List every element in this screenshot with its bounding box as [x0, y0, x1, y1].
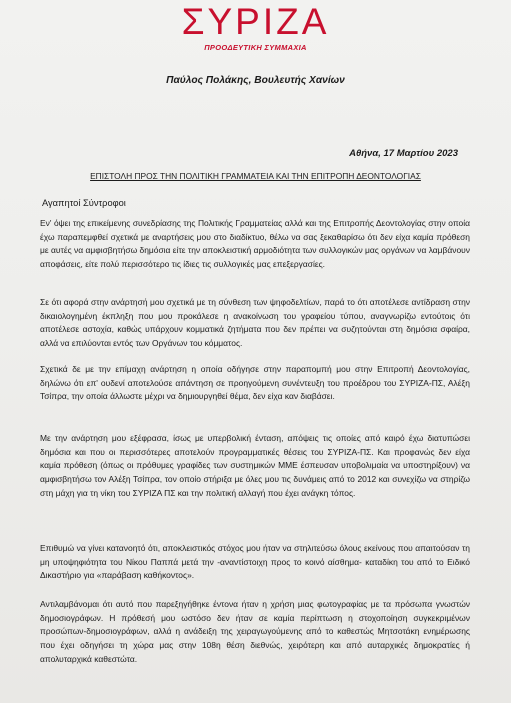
paragraph-1: Εν' όψει της επικείμενης συνεδρίασης της Πολιτικής Γραμματείας αλλά και της Επιτροπής Δεοντολογίας στην οποία έχω παραπεμφθεί σχετικά με αναρτήσεις μου στο διαδίκτυο, θέλω να σας ξεκαθαρίσω ότι δεν είχα καμία πρόθεση με αυτές να αμφισβητήσω δημόσια είτε την αποκλειστική αρμοδιότητα των συλλογικών μας οργάνων να λαμβάνουν αποφάσεις, είτε πολύ περισσότερο τις ίδιες τις συλλογικές μας επεξεργασίες. [40, 218, 470, 270]
paragraph-4: Με την ανάρτηση μου εξέφρασα, ίσως με υπερβολική ένταση, απόψεις τις οποίες από καιρό έχω διατυπώσει δημόσια και που οι περισσότερες αποτελούν προγραμματικές θέσεις του ΣΥΡΙΖΑ-ΠΣ. Και προφανώς δεν είχα καμία πρόθεση (όπως οι πρόθυμες γραφίδες των συστημικών ΜΜΕ έσπευσαν υποβολιμαία να υποστηρίξουν) να αμφισβητήσω τον Αλέξη Τσίπρα, τον οποίο στήριξα με όλες μου τις δυνάμεις από το 2012 και συνεχίζω να στηρίζω στη μάχη για τη νίκη του ΣΥΡΙΖΑ ΠΣ και την πολιτική αλλαγή που έχει ανάγκη τόπος. [40, 433, 470, 498]
author-line: Παύλος Πολάκης, Βουλευτής Χανίων [166, 75, 345, 86]
letter-subject: ΕΠΙΣΤΟΛΗ ΠΡΟΣ ΤΗΝ ΠΟΛΙΤΙΚΗ ΓΡΑΜΜΑΤΕΙΑ ΚΑΙ ΤΗΝ ΕΠΙΤΡΟΠΗ ΔΕΟΝΤΟΛΟΓΙΑΣ [90, 171, 421, 181]
party-tagline: ΠΡΟΟΔΕΥΤΙΚΗ ΣΥΜΜΑΧΙΑ [204, 43, 307, 52]
paragraph-5: Επιθυμώ να γίνει κατανοητό ότι, αποκλειστικός στόχος μου ήταν να στηλιτεύσω όλους εκείνους που απαιτούσαν τη μη υποψηφιότητα του Νίκου Παππά μετά την -αναντίστοιχη προς το κοινό αίσθημα- καταδίκη του από το Ειδικό Δικαστήριο για «παράβαση καθήκοντος». [40, 543, 470, 581]
paragraph-2: Σε ότι αφορά στην ανάρτησή μου σχετικά με τη σύνθεση των ψηφοδελτίων, παρά το ότι αποτέλεσε αντίδραση στην δικαιολογημένη έκπληξη που μου προκάλεσε η ανακοίνωση του γραφείου τύπου, αναγνωρίζω εντούτοις ότι αποτέλεσε αστοχία, καθώς υπάρχουν κομματικά ζητήματα που δεν πρέπει να συζητούνται στη δημόσια σφαίρα, αλλά να επιλύονται εντός των Οργάνων του κόμματος. [40, 297, 470, 349]
paragraph-3: Σχετικά δε με την επίμαχη ανάρτηση η οποία οδήγησε στην παραπομπή μου στην Επιτροπή Δεοντολογίας, δηλώνω ότι επ' ουδενί αποτελούσε απάντηση σε προηγούμενη συνέντευξη του προέδρου του ΣΥΡΙΖΑ-ΠΣ, Αλέξη Τσίπρα, την οποία άλλωστε μέχρι να δημιουργηθεί θέμα, δεν είχα καν διαβάσει. [40, 364, 470, 402]
paragraph-6: Αντιλαμβάνομαι ότι αυτό που παρεξηγήθηκε έντονα ήταν η χρήση μιας φωτογραφίας με τα πρόσωπα γνωστών δημοσιογράφων. Η πρόθεσή μου ωστόσο δεν ήταν σε καμία περίπτωση η στοχοποίηση συγκεκριμένων προσώπων-δημοσιογράφων, αλλά η ανάδειξη της χειραγωγούμενης από το καθεστώς Μητσοτάκη ενημέρωσης που έχει οδηγήσει τη χώρα μας στην 108η θέση διεθνώς, χειρότερη και από αυταρχικές δημοκρατίες ή απολυταρχικά καθεστώτα. [40, 599, 470, 664]
letter-greeting: Αγαπητοί Σύντροφοι [42, 198, 126, 208]
party-logo: ΣΥΡΙΖΑ [181, 1, 330, 42]
letter-date: Αθήνα, 17 Μαρτίου 2023 [349, 148, 458, 159]
